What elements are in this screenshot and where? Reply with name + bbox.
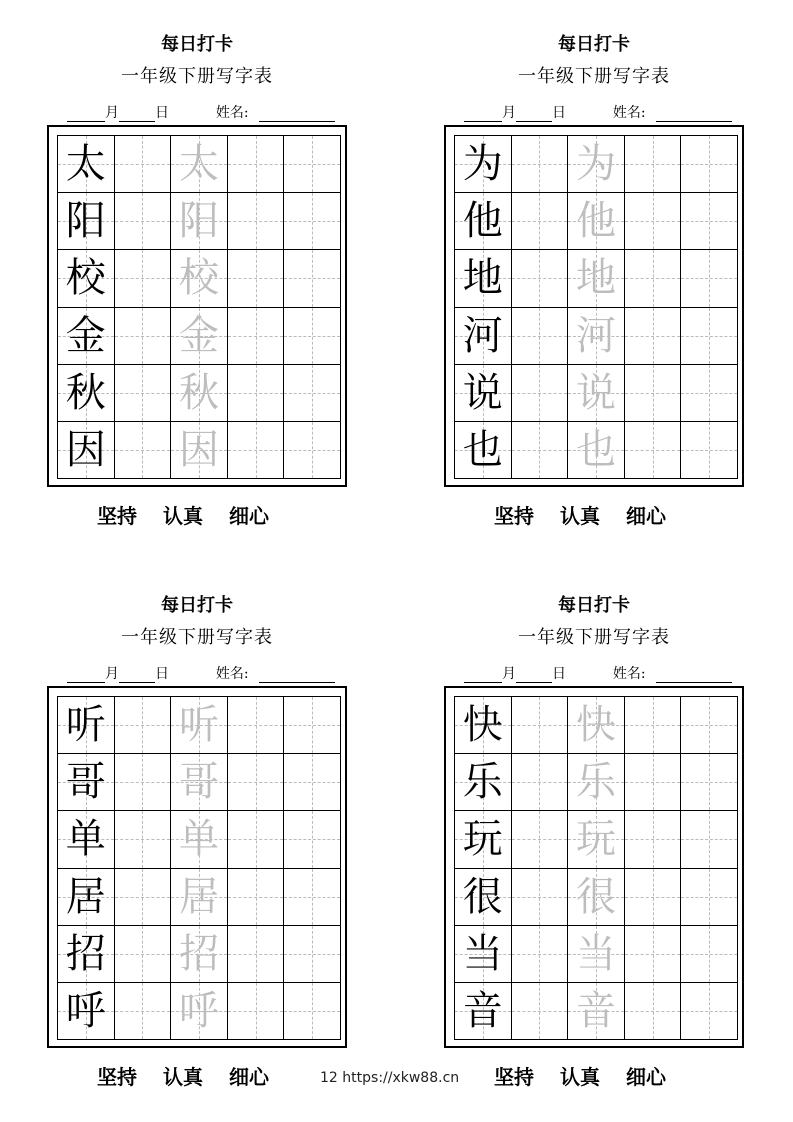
name-blank[interactable] xyxy=(656,107,732,122)
practice-cell xyxy=(284,250,341,307)
practice-cell xyxy=(681,754,738,811)
model-character: 地 xyxy=(462,255,503,302)
trace-character: 阳 xyxy=(178,198,219,245)
trace-character: 河 xyxy=(575,312,616,359)
model-character: 因 xyxy=(65,426,106,473)
practice-card xyxy=(444,0,764,528)
model-cell xyxy=(58,983,115,1040)
trace-cell xyxy=(568,308,625,365)
month-blank[interactable] xyxy=(67,668,105,683)
trace-character: 快 xyxy=(575,702,616,749)
trace-character: 哥 xyxy=(178,759,219,806)
date-name-line xyxy=(464,102,732,122)
practice-cell xyxy=(115,193,172,250)
practice-cell xyxy=(115,926,172,983)
day-label: 日 xyxy=(552,666,566,682)
practice-cell xyxy=(512,754,569,811)
practice-cell xyxy=(681,308,738,365)
practice-cell xyxy=(284,308,341,365)
trace-character: 金 xyxy=(178,312,219,359)
model-character: 哥 xyxy=(65,759,106,806)
writing-grid xyxy=(454,135,738,479)
motto-word: 细心 xyxy=(229,1065,269,1089)
practice-cell xyxy=(512,250,569,307)
model-cell xyxy=(455,422,512,479)
model-cell xyxy=(455,193,512,250)
model-character: 呼 xyxy=(65,987,106,1034)
model-cell xyxy=(455,308,512,365)
card-title: 每日打卡 xyxy=(161,595,233,616)
practice-cell xyxy=(512,869,569,926)
practice-card xyxy=(47,0,367,528)
motto-word: 坚持 xyxy=(494,504,534,528)
trace-cell xyxy=(568,365,625,422)
trace-cell xyxy=(171,926,228,983)
card-subtitle: 一年级下册写字表 xyxy=(121,627,273,648)
page-number: 12 xyxy=(320,1070,338,1086)
model-cell xyxy=(455,754,512,811)
model-cell xyxy=(58,365,115,422)
model-cell xyxy=(455,250,512,307)
model-character: 乐 xyxy=(462,759,503,806)
month-blank[interactable] xyxy=(464,668,502,683)
trace-cell xyxy=(171,983,228,1040)
motto-word: 认真 xyxy=(560,1065,600,1089)
practice-cell xyxy=(228,926,285,983)
practice-cell xyxy=(512,308,569,365)
trace-cell xyxy=(568,754,625,811)
month-blank[interactable] xyxy=(67,107,105,122)
practice-cell xyxy=(228,422,285,479)
writing-grid-frame xyxy=(444,686,744,1048)
motto-word: 细心 xyxy=(626,1065,666,1089)
practice-cell xyxy=(681,869,738,926)
card-subtitle: 一年级下册写字表 xyxy=(518,66,670,87)
trace-character: 地 xyxy=(575,255,616,302)
practice-cell xyxy=(228,754,285,811)
practice-cell xyxy=(228,365,285,422)
day-blank[interactable] xyxy=(119,107,155,122)
trace-cell xyxy=(568,926,625,983)
trace-cell xyxy=(568,811,625,868)
practice-cell xyxy=(284,697,341,754)
model-cell xyxy=(58,811,115,868)
trace-character: 当 xyxy=(575,930,616,977)
practice-cell xyxy=(512,422,569,479)
practice-cell xyxy=(228,308,285,365)
motto-word: 认真 xyxy=(560,504,600,528)
model-character: 金 xyxy=(65,312,106,359)
date-name-line xyxy=(67,663,335,683)
practice-cell xyxy=(625,136,682,193)
practice-cell xyxy=(681,926,738,983)
motto xyxy=(494,500,692,529)
model-character: 音 xyxy=(462,987,503,1034)
trace-cell xyxy=(171,422,228,479)
model-character: 快 xyxy=(462,702,503,749)
day-blank[interactable] xyxy=(119,668,155,683)
practice-cell xyxy=(228,193,285,250)
motto-word: 认真 xyxy=(163,1065,203,1089)
date-name-line xyxy=(464,663,732,683)
practice-cell xyxy=(512,811,569,868)
trace-character: 为 xyxy=(575,141,616,188)
day-blank[interactable] xyxy=(516,668,552,683)
model-character: 听 xyxy=(65,702,106,749)
model-character: 招 xyxy=(65,930,106,977)
trace-character: 秋 xyxy=(178,369,219,416)
practice-cell xyxy=(284,422,341,479)
model-cell xyxy=(58,926,115,983)
day-label: 日 xyxy=(155,666,169,682)
trace-cell xyxy=(568,422,625,479)
trace-cell xyxy=(171,136,228,193)
writing-grid-frame xyxy=(47,686,347,1048)
practice-cell xyxy=(228,136,285,193)
practice-cell xyxy=(625,193,682,250)
practice-cell xyxy=(115,869,172,926)
writing-grid xyxy=(57,135,341,479)
model-character: 阳 xyxy=(65,198,106,245)
practice-cell xyxy=(681,811,738,868)
motto-word: 坚持 xyxy=(97,1065,137,1089)
trace-cell xyxy=(171,193,228,250)
practice-cell xyxy=(284,926,341,983)
name-label: 姓名: xyxy=(215,105,249,121)
motto-word: 细心 xyxy=(229,504,269,528)
practice-cell xyxy=(512,983,569,1040)
model-character: 当 xyxy=(462,930,503,977)
trace-character: 呼 xyxy=(178,987,219,1034)
practice-cell xyxy=(625,983,682,1040)
practice-cell xyxy=(625,250,682,307)
model-cell xyxy=(58,754,115,811)
card-subtitle: 一年级下册写字表 xyxy=(518,627,670,648)
trace-cell xyxy=(171,250,228,307)
name-blank[interactable] xyxy=(259,668,335,683)
writing-grid-frame xyxy=(47,125,347,487)
month-label: 月 xyxy=(105,105,119,121)
model-character: 也 xyxy=(462,426,503,473)
month-label: 月 xyxy=(105,666,119,682)
practice-cell xyxy=(284,811,341,868)
trace-cell xyxy=(568,250,625,307)
practice-cell xyxy=(284,869,341,926)
practice-cell xyxy=(681,422,738,479)
motto xyxy=(97,500,295,529)
model-cell xyxy=(455,811,512,868)
model-cell xyxy=(58,697,115,754)
card-title: 每日打卡 xyxy=(161,34,233,55)
model-cell xyxy=(58,193,115,250)
writing-grid-frame xyxy=(444,125,744,487)
name-label: 姓名: xyxy=(612,105,646,121)
model-character: 他 xyxy=(462,198,503,245)
motto-word: 细心 xyxy=(626,504,666,528)
practice-cell xyxy=(681,193,738,250)
practice-cell xyxy=(115,365,172,422)
model-character: 校 xyxy=(65,255,106,302)
practice-cell xyxy=(625,811,682,868)
practice-cell xyxy=(625,869,682,926)
day-label: 日 xyxy=(552,105,566,121)
practice-cell xyxy=(115,983,172,1040)
name-label: 姓名: xyxy=(215,666,249,682)
trace-cell xyxy=(568,136,625,193)
writing-grid xyxy=(454,696,738,1040)
practice-cell xyxy=(284,193,341,250)
practice-cell xyxy=(625,926,682,983)
trace-character: 音 xyxy=(575,987,616,1034)
practice-cell xyxy=(681,697,738,754)
practice-card xyxy=(47,561,367,1089)
trace-character: 很 xyxy=(575,873,616,920)
practice-cell xyxy=(115,754,172,811)
trace-cell xyxy=(171,869,228,926)
model-cell xyxy=(58,869,115,926)
trace-cell xyxy=(568,983,625,1040)
trace-character: 太 xyxy=(178,141,219,188)
practice-cell xyxy=(681,136,738,193)
practice-cell xyxy=(625,697,682,754)
model-character: 居 xyxy=(65,873,106,920)
practice-cell xyxy=(681,250,738,307)
trace-character: 招 xyxy=(178,930,219,977)
practice-cell xyxy=(625,308,682,365)
model-character: 单 xyxy=(65,816,106,863)
practice-cell xyxy=(284,983,341,1040)
source-url: https://xkw88.cn xyxy=(342,1070,460,1086)
month-label: 月 xyxy=(502,105,516,121)
model-cell xyxy=(58,136,115,193)
practice-cell xyxy=(284,754,341,811)
practice-cell xyxy=(625,422,682,479)
writing-grid xyxy=(57,696,341,1040)
model-cell xyxy=(58,308,115,365)
date-name-line xyxy=(67,102,335,122)
model-cell xyxy=(58,250,115,307)
model-character: 为 xyxy=(462,141,503,188)
motto-word: 认真 xyxy=(163,504,203,528)
practice-cell xyxy=(228,983,285,1040)
trace-character: 说 xyxy=(575,369,616,416)
trace-character: 听 xyxy=(178,702,219,749)
trace-cell xyxy=(171,365,228,422)
practice-cell xyxy=(681,365,738,422)
trace-cell xyxy=(171,308,228,365)
name-label: 姓名: xyxy=(612,666,646,682)
motto-word: 坚持 xyxy=(494,1065,534,1089)
practice-cell xyxy=(625,754,682,811)
name-blank[interactable] xyxy=(259,107,335,122)
practice-card xyxy=(444,561,764,1089)
trace-character: 玩 xyxy=(575,816,616,863)
month-label: 月 xyxy=(502,666,516,682)
practice-cell xyxy=(512,136,569,193)
practice-cell xyxy=(115,811,172,868)
practice-cell xyxy=(284,365,341,422)
practice-cell xyxy=(681,983,738,1040)
model-cell xyxy=(455,365,512,422)
motto xyxy=(494,1061,692,1090)
trace-cell xyxy=(171,697,228,754)
model-cell xyxy=(455,697,512,754)
day-label: 日 xyxy=(155,105,169,121)
model-character: 说 xyxy=(462,369,503,416)
practice-cell xyxy=(228,250,285,307)
card-title: 每日打卡 xyxy=(558,595,630,616)
trace-character: 校 xyxy=(178,255,219,302)
card-subtitle: 一年级下册写字表 xyxy=(121,66,273,87)
model-character: 太 xyxy=(65,141,106,188)
practice-cell xyxy=(228,697,285,754)
practice-cell xyxy=(625,365,682,422)
trace-cell xyxy=(171,754,228,811)
practice-cell xyxy=(115,422,172,479)
practice-cell xyxy=(115,250,172,307)
trace-cell xyxy=(568,193,625,250)
practice-cell xyxy=(512,193,569,250)
model-cell xyxy=(455,926,512,983)
motto-word: 坚持 xyxy=(97,504,137,528)
card-title: 每日打卡 xyxy=(558,34,630,55)
trace-character: 因 xyxy=(178,426,219,473)
model-character: 河 xyxy=(462,312,503,359)
trace-character: 单 xyxy=(178,816,219,863)
page-footer xyxy=(320,1070,459,1086)
model-cell xyxy=(455,869,512,926)
trace-character: 乐 xyxy=(575,759,616,806)
model-cell xyxy=(455,136,512,193)
model-cell xyxy=(58,422,115,479)
month-blank[interactable] xyxy=(464,107,502,122)
day-blank[interactable] xyxy=(516,107,552,122)
practice-cell xyxy=(228,869,285,926)
practice-cell xyxy=(115,697,172,754)
practice-cell xyxy=(512,697,569,754)
practice-cell xyxy=(115,136,172,193)
motto xyxy=(97,1061,295,1090)
trace-cell xyxy=(568,869,625,926)
trace-character: 他 xyxy=(575,198,616,245)
model-character: 很 xyxy=(462,873,503,920)
model-character: 玩 xyxy=(462,816,503,863)
model-character: 秋 xyxy=(65,369,106,416)
model-cell xyxy=(455,983,512,1040)
practice-cell xyxy=(228,811,285,868)
practice-cell xyxy=(115,308,172,365)
practice-cell xyxy=(284,136,341,193)
name-blank[interactable] xyxy=(656,668,732,683)
trace-character: 居 xyxy=(178,873,219,920)
trace-cell xyxy=(171,811,228,868)
trace-cell xyxy=(568,697,625,754)
practice-cell xyxy=(512,926,569,983)
practice-cell xyxy=(512,365,569,422)
trace-character: 也 xyxy=(575,426,616,473)
